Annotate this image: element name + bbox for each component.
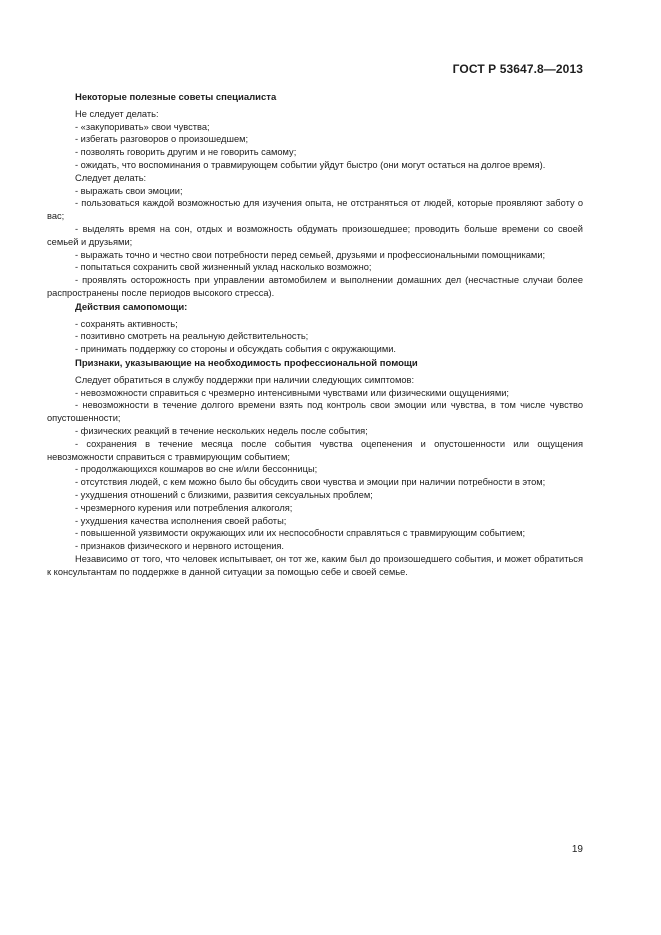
document-body [47, 92, 583, 578]
list-item: - выражать свои эмоции; [75, 185, 183, 196]
list-item: - попытаться сохранить свой жизненный уклад насколько возможно; [75, 262, 372, 273]
section-heading: Действия самопомощи: [75, 301, 188, 313]
list-item: - повышенной уязвимости окружающих или их неспособности справляться с травмирующим событием; [75, 528, 526, 539]
list-item: - выделять время на сон, отдых и возможность обдумать произошедшее; проводить больше времени со своей семьей и друзьями; [47, 223, 583, 247]
list-item: - продолжающихся кошмаров во сне и/или бессонницы; [75, 464, 318, 475]
section-professional-help-signs [47, 358, 583, 579]
list-item: - невозможности справиться с чрезмерно интенсивными чувствами или физическими ощущениями; [75, 387, 509, 398]
list-item: - чрезмерного курения или потребления алкоголя; [75, 502, 293, 513]
list-item: - невозможности в течение долгого времени взять под контроль свои эмоции или чувства, в том числе чувство опустошенности; [47, 400, 583, 424]
section-heading: Некоторые полезные советы специалиста [75, 92, 277, 103]
paragraph: Не следует делать: [75, 108, 159, 119]
list-item: - признаков физического и нервного истощения. [75, 541, 285, 552]
paragraph: Следует обратиться в службу поддержки при наличии следующих симптомов: [75, 374, 415, 385]
list-item: - сохранения в течение месяца после события чувства оцепенения и опустошенности или ощущения невозможности справиться с травмирующим событием; [47, 438, 583, 462]
list-item: - пользоваться каждой возможностью для изучения опыта, не отстраняться от людей, которые проявляют заботу о вас; [47, 198, 583, 222]
list-item: - ухудшения отношений с близкими, развития сексуальных проблем; [75, 489, 373, 500]
list-item: - «закупоривать» свои чувства; [75, 121, 210, 132]
document-code: ГОСТ Р 53647.8—2013 [452, 62, 583, 76]
page-number: 19 [571, 844, 583, 855]
list-item: - избегать разговоров о произошедшем; [75, 134, 249, 145]
list-item: - сохранять активность; [75, 318, 178, 329]
paragraph: Следует делать: [75, 172, 147, 183]
section-useful-tips [47, 92, 583, 300]
list-item: - ожидать, что воспоминания о травмирующем событии уйдут быстро (они могут остаться на долгое время). [75, 159, 546, 170]
list-item: - выражать точно и честно свои потребности перед семьей, друзьями и профессиональными помощниками; [75, 249, 546, 260]
list-item: - принимать поддержку со стороны и обсуждать события с окружающими. [75, 344, 397, 355]
paragraph: Независимо от того, что человек испытывает, он тот же, каким был до произошедшего события, и может обратиться к консультантам по поддержке в данной ситуации за помощью себе и своей семье. [47, 553, 583, 577]
list-item: - ухудшения качества исполнения своей работы; [75, 515, 287, 526]
list-item: - физических реакций в течение нескольких недель после события; [75, 425, 368, 436]
section-heading: Признаки, указывающие на необходимость профессиональной помощи [75, 357, 418, 369]
section-self-help [47, 302, 583, 356]
list-item: - проявлять осторожность при управлении автомобилем и выполнении домашних дел (несчастные случаи более распространены после периодов высокого стресса). [47, 275, 583, 298]
list-item: - позитивно смотреть на реальную действительность; [75, 331, 309, 342]
list-item: - позволять говорить другим и не говорить самому; [75, 147, 297, 158]
list-item: - отсутствия людей, с кем можно было бы обсудить свои чувства и эмоции при наличии потребности в этом; [75, 477, 546, 488]
